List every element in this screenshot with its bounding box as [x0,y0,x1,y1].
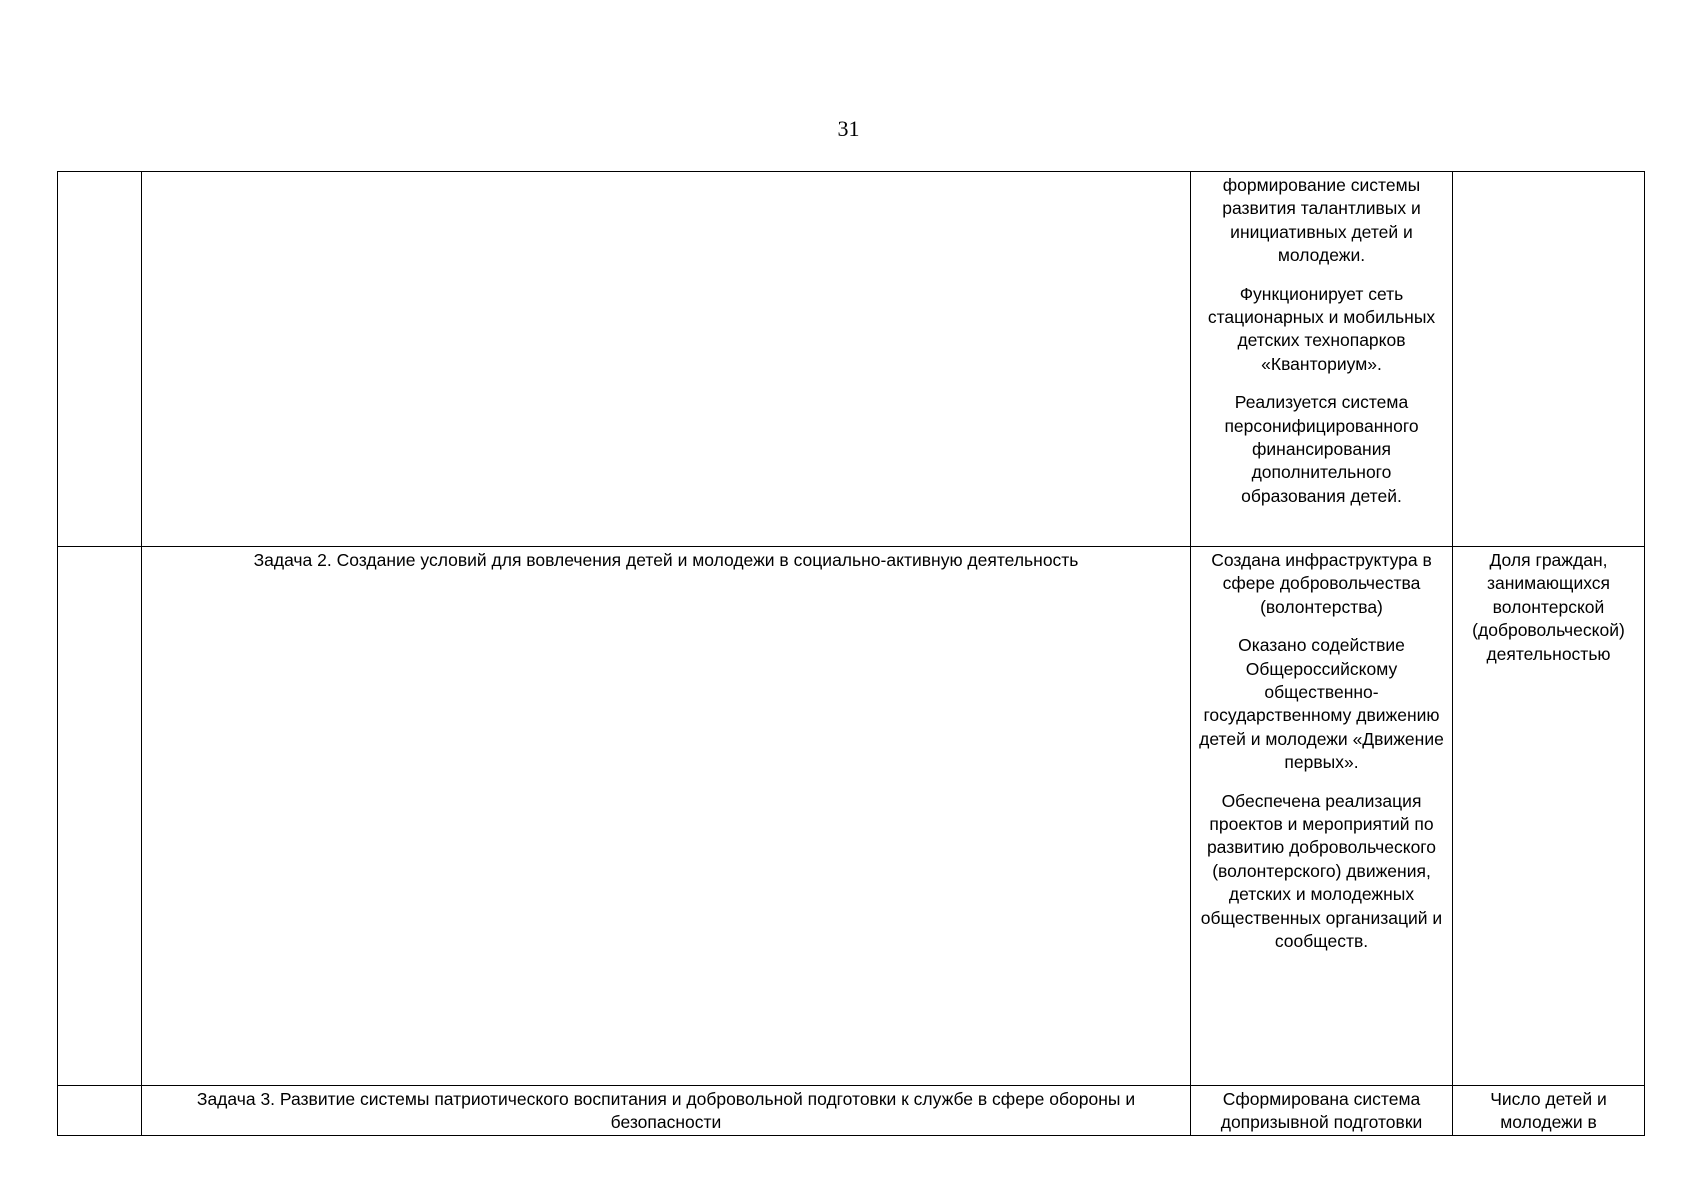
result-paragraph: Создана инфраструктура в сфере добровольчества (волонтерства) [1211,550,1432,617]
row-number-cell [58,172,142,547]
result-paragraph: формирование системы развития талантливых и инициативных детей и молодежи. [1222,175,1421,266]
results-cell [1191,172,1453,547]
indicator-cell: Число детей и молодежи в [1453,1086,1645,1136]
table-row [58,1086,1645,1136]
row-number-cell [58,547,142,1086]
result-paragraph: Сформирована система допризывной подготовки [1220,1089,1423,1133]
indicator-cell: Доля граждан, занимающихся волонтерской (добровольческой) деятельностью [1453,547,1645,1086]
table-row [58,172,1645,547]
program-table [57,171,1645,1136]
result-paragraph: Функционирует сеть стационарных и мобильных детских технопарков «Кванториум». [1207,283,1436,374]
row-number-cell [58,1086,142,1136]
result-paragraph: Оказано содействие Общероссийскому общественно-государственному движению детей и молодежи «Движение первых». [1199,635,1444,773]
indicator-cell [1453,172,1645,547]
results-cell [1191,1086,1453,1136]
task-cell: Задача 2. Создание условий для вовлечения детей и молодежи в социально-активную деятельность [142,547,1191,1086]
table-row [58,547,1645,1086]
page-number: 31 [837,116,860,141]
result-paragraph: Реализуется система персонифицированного финансирования дополнительного образования детей. [1224,392,1419,506]
result-paragraph: Обеспечена реализация проектов и мероприятий по развитию добровольческого (волонтерского) движения, детских и молодежных общественных организаций и сообществ. [1200,790,1443,952]
results-cell [1191,547,1453,1086]
task-cell [142,172,1191,547]
task-cell: Задача 3. Развитие системы патриотического воспитания и добровольной подготовки к службе в сфере обороны и безопасности [142,1086,1191,1136]
